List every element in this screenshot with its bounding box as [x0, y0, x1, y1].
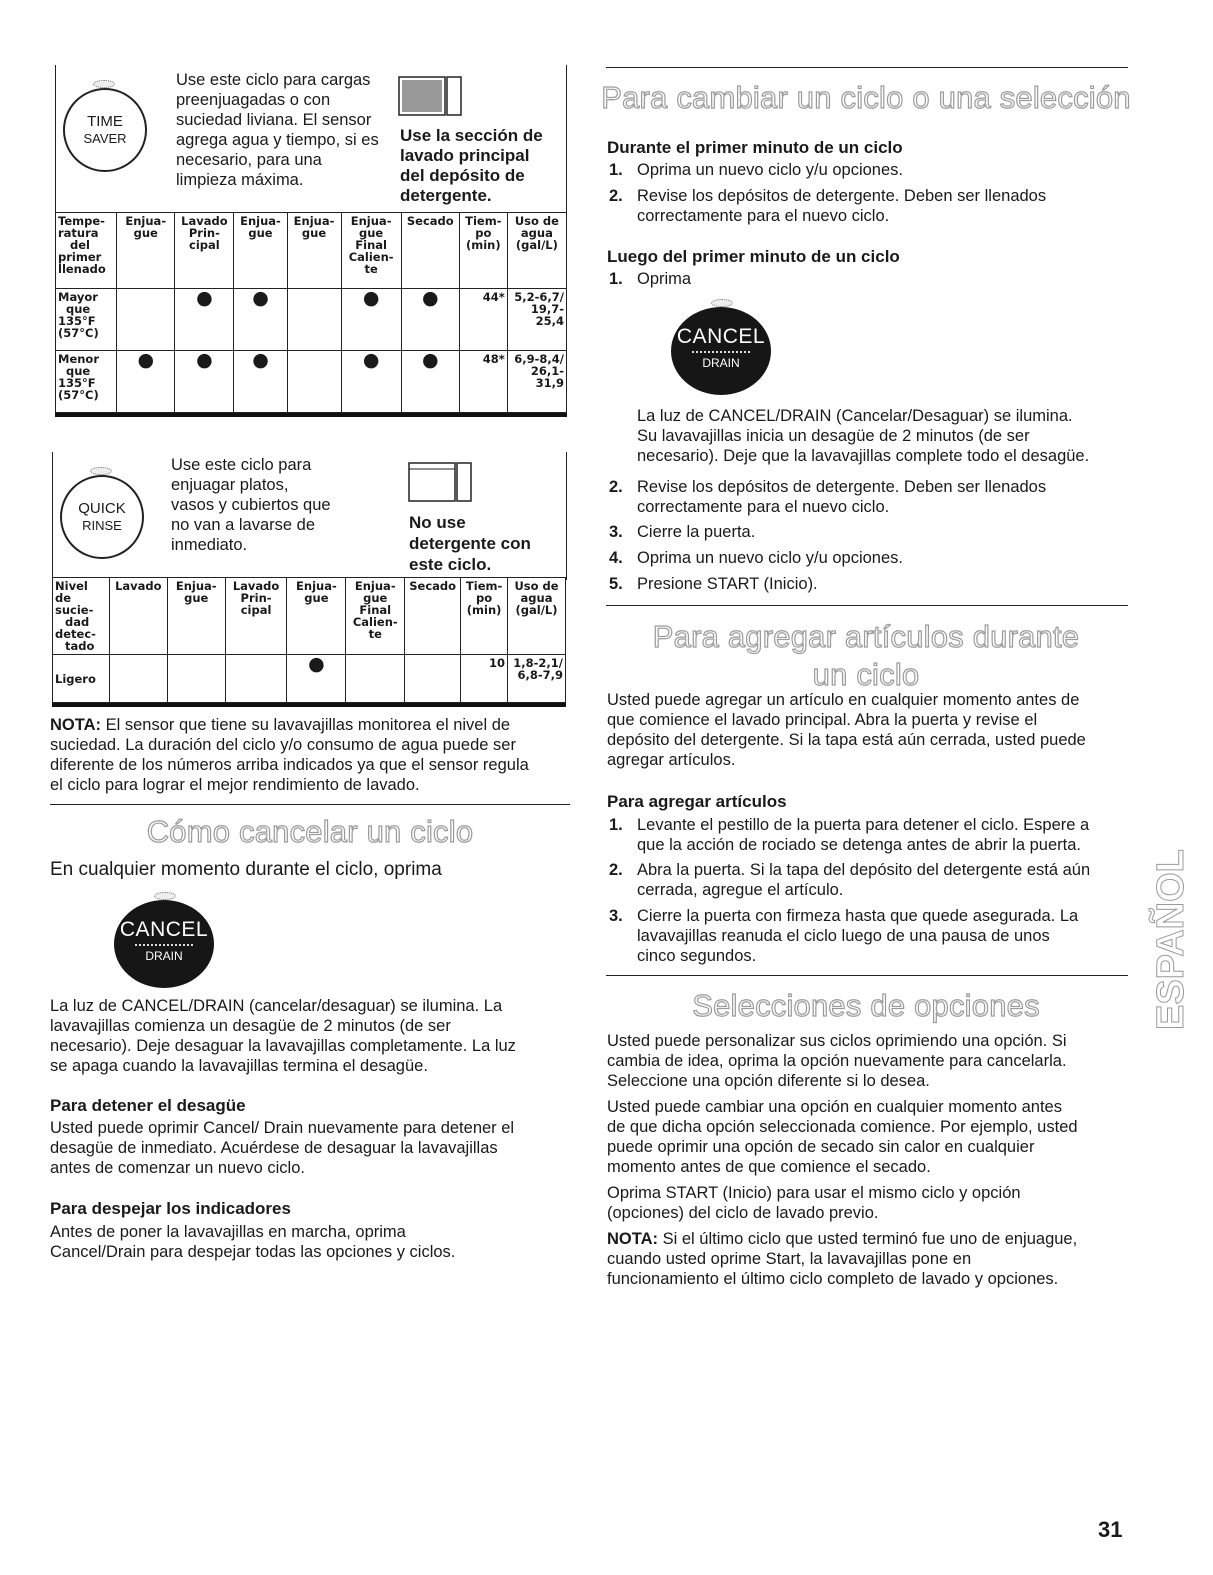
row-label: Ligero: [53, 655, 110, 703]
note-line: El sensor que tiene su lavavajillas monitorea el nivel de: [101, 716, 511, 734]
cycle-step-dot: ●: [421, 287, 439, 309]
list-item: 2. Revise los depósitos de detergente. Deben ser llenados correctamente para el nuevo ciclo.: [609, 478, 1047, 516]
desc-line: no van a lavarse de: [171, 516, 316, 534]
cancel-drain-button[interactable]: [114, 900, 214, 988]
desc-line: suciedad liviana. El sensor: [176, 111, 372, 129]
first-minute-heading: Durante el primer minuto de un ciclo: [607, 138, 903, 157]
list-item: 2. Abra la puerta. Si la tapa del depósito del detergente está aún cerrada, agregue el artículo.: [609, 861, 1091, 899]
para-line: cambia de idea, oprima la opción nuevamente para cancelarla.: [607, 1052, 1067, 1070]
header-cell: Enjua- gue: [287, 578, 346, 655]
detergent-line: detergente con: [409, 534, 531, 553]
mark-cell: [225, 655, 287, 703]
para-line: Antes de poner la lavavajillas en marcha, oprima: [50, 1223, 406, 1241]
cycle-step-dot: ●: [196, 349, 213, 371]
add-items-intro: [607, 690, 1132, 770]
clear-indicators-heading: Para despejar los indicadores: [50, 1199, 291, 1218]
cancel-button-label: CANCEL: [676, 325, 766, 348]
list-item: 4. Oprima un nuevo ciclo y/u opciones.: [609, 549, 903, 567]
para-line: Su lavavajillas inicia un desagüe de 2 minutos (de ser: [637, 427, 1030, 445]
header-cell: Secado: [401, 213, 459, 289]
stop-drain-heading: Para detener el desagüe: [50, 1096, 246, 1115]
para-line: de que dicha opción seleccionada comience. Por ejemplo, usted: [607, 1118, 1078, 1136]
header-cell: Enjua- gue: [167, 578, 225, 655]
para-line: necesario). Deje desaguar la lavavajillas completamente. La luz: [50, 1037, 516, 1055]
mark-cell: [341, 351, 401, 413]
quick-rinse-description: [171, 455, 391, 555]
cancel-intro: En cualquier momento durante el ciclo, oprima: [50, 859, 442, 880]
mark-cell: [287, 351, 341, 413]
header-cell: Lavado Prin- cipal: [175, 213, 234, 289]
mark-cell: [175, 351, 234, 413]
note-line: Si el último ciclo que usted terminó fue uno de enjuague,: [658, 1230, 1078, 1248]
sensor-note: [50, 715, 570, 795]
desc-line: Use este ciclo para: [171, 456, 312, 474]
list-item: 1. Levante el pestillo de la puerta para detener el ciclo. Espere a que la acción de rociado se detenga antes de abrir la puerta.: [609, 816, 1090, 854]
header-cell: Enjua- gue Final Calien- te: [346, 578, 405, 655]
mark-cell: [287, 289, 341, 351]
time-saver-table: [55, 212, 567, 413]
options-paragraph-2: [607, 1097, 1132, 1177]
list-item: 3. Cierre la puerta con firmeza hasta que quede asegurada. La lavavajillas reanuda el ciclo luego de una pausa de unos cinco segundos.: [609, 907, 1079, 965]
after-first-minute-heading: Luego del primer minuto de un ciclo: [607, 247, 900, 266]
stop-drain-paragraph: [50, 1118, 570, 1178]
note-line: diferente de los números arriba indicados ya que el sensor regula: [50, 756, 529, 774]
list-item: 1. Oprima: [609, 270, 692, 288]
desc-line: Use este ciclo para cargas: [176, 71, 371, 89]
page-number: 31: [1098, 1517, 1123, 1542]
para-line: Usted puede personalizar sus ciclos oprimiendo una opción. Si: [607, 1032, 1067, 1050]
desc-line: vasos y cubiertos que: [171, 496, 331, 514]
desc-line: agrega agua y tiempo, si es: [176, 131, 379, 149]
cancel-drain-button[interactable]: [671, 307, 771, 395]
cancel-cycle-title: Cómo cancelar un ciclo: [146, 814, 474, 849]
para-line: Usted puede cambiar una opción en cualquier momento antes: [607, 1098, 1062, 1116]
para-line: Usted puede oprimir Cancel/ Drain nuevamente para detener el: [50, 1119, 515, 1137]
time-cell: 10: [461, 655, 508, 703]
para-line: desagüe de inmediato. Acuérdese de desaguar la lavavajillas: [50, 1139, 498, 1157]
section-rule: [606, 975, 1128, 976]
table-header-row: [53, 578, 566, 655]
detergent-dispenser-empty-icon: [408, 459, 472, 505]
cycle-step-dot: ●: [421, 349, 439, 371]
para-line: agregar artículos.: [607, 751, 736, 769]
cycle-step-dot: ●: [252, 287, 269, 309]
options-note: [607, 1229, 1132, 1289]
desc-line: limpieza máxima.: [176, 171, 304, 189]
note-label: NOTA:: [50, 716, 102, 734]
mark-cell: [401, 289, 459, 351]
quick-rinse-detergent-note: [409, 512, 531, 575]
mark-cell: [401, 351, 459, 413]
cycle-step-dot: ●: [362, 287, 380, 309]
detergent-line: detergente.: [400, 186, 492, 205]
note-line: cuando usted oprime Start, la lavavajillas pone en: [607, 1250, 972, 1268]
detergent-line: este ciclo.: [409, 555, 492, 574]
desc-line: inmediato.: [171, 536, 248, 554]
table-row: [56, 351, 567, 413]
time-saver-icon-line1: TIME: [87, 113, 123, 130]
para-line: Cancel/Drain para despejar todas las opciones y ciclos.: [50, 1243, 456, 1261]
detergent-line: Use la sección de: [400, 126, 543, 145]
cycle-step-dot: ●: [196, 287, 213, 309]
list-item: 2. Revise los depósitos de detergente. Deben ser llenados correctamente para el nuevo ciclo.: [609, 187, 1047, 225]
para-line: puede oprimir una opción de secado sin calor en cualquier: [607, 1138, 1035, 1156]
mark-cell: [346, 655, 405, 703]
quick-rinse-icon-line2: RINSE: [82, 518, 122, 533]
para-line: La luz de CANCEL/DRAIN (Cancelar/Desaguar) se ilumina.: [637, 407, 1073, 425]
options-paragraph-1: [607, 1031, 1132, 1091]
section-rule: [606, 605, 1128, 606]
top-rule: [606, 67, 1128, 68]
drain-button-label: DRAIN: [702, 356, 740, 370]
cycle-step-dot: ●: [252, 349, 269, 371]
title-line: Para agregar artículos durante: [652, 619, 1080, 654]
note-label: NOTA:: [607, 1230, 659, 1248]
row-label: Menor que 135°F (57°C): [56, 351, 117, 413]
header-cell: Enjua- gue Final Calien- te: [341, 213, 401, 289]
time-saver-icon: [63, 88, 147, 172]
header-cell: Nivel de sucie- dad detec- tado: [53, 578, 110, 655]
table-row: [56, 289, 567, 351]
header-cell: Secado: [405, 578, 461, 655]
header-cell: Enjua- gue: [287, 213, 341, 289]
mark-cell: [341, 289, 401, 351]
header-cell: Tempe- ratura del primer llenado: [56, 213, 117, 289]
language-side-tab: ESPAÑOL: [1150, 849, 1192, 1031]
mark-cell: [234, 289, 287, 351]
after-cancel-paragraph: [637, 406, 1132, 466]
list-item: 5. Presione START (Inicio).: [609, 575, 818, 593]
detergent-line: No use: [409, 513, 466, 532]
time-cell: 48*: [459, 351, 507, 413]
mark-cell: [117, 351, 175, 413]
para-line: que comience el lavado principal. Abra la puerta y revise el: [607, 711, 1038, 729]
row-label: Mayor que 135°F (57°C): [56, 289, 117, 351]
time-saver-icon-line2: SAVER: [83, 131, 127, 146]
cancel-button-label: CANCEL: [119, 918, 209, 941]
quick-rinse-icon: [60, 475, 144, 559]
section-rule: [50, 804, 570, 805]
cycle-step-dot: ●: [137, 349, 155, 371]
water-cell: 1,8-2,1/ 6,8-7,9: [508, 655, 566, 703]
list-item: 1. Oprima un nuevo ciclo y/u opciones.: [609, 161, 903, 179]
water-cell: 5,2-6,7/ 19,7-25,4: [507, 289, 566, 351]
para-line: necesario). Deje que la lavavajillas complete todo el desagüe.: [637, 447, 1090, 465]
header-cell: Lavado Prin- cipal: [225, 578, 287, 655]
header-cell: Tiem- po (min): [461, 578, 508, 655]
quick-rinse-table: [52, 577, 566, 703]
note-line: suciedad. La duración del ciclo y/o consumo de agua puede ser: [50, 736, 516, 754]
header-cell: Lavado: [109, 578, 167, 655]
para-line: se apaga cuando la lavavajillas termina el desagüe.: [50, 1057, 428, 1075]
para-line: antes de comenzar un nuevo ciclo.: [50, 1159, 305, 1177]
water-cell: 6,9-8,4/ 26,1-31,9: [507, 351, 566, 413]
note-line: el ciclo para lograr el mejor rendimiento de lavado.: [50, 776, 420, 794]
para-line: Usted puede agregar un artículo en cualquier momento antes de: [607, 691, 1080, 709]
header-cell: Enjua- gue: [234, 213, 287, 289]
cancel-paragraph: [50, 996, 570, 1076]
header-cell: Enjua- gue: [117, 213, 175, 289]
time-saver-description: [176, 70, 396, 190]
desc-line: preenjuagadas o con: [176, 91, 331, 109]
header-cell: Uso de agua (gal/L): [507, 213, 566, 289]
time-saver-detergent-note: [400, 126, 543, 206]
detergent-line: lavado principal: [400, 146, 530, 165]
mark-cell: [405, 655, 461, 703]
table-header-row: [56, 213, 567, 289]
detergent-dispenser-icon: [398, 74, 462, 118]
para-line: momento antes de que comience el secado.: [607, 1158, 931, 1176]
para-line: lavavajillas comienza un desagüe de 2 minutos (de ser: [50, 1017, 451, 1035]
clear-indicators-paragraph: [50, 1222, 570, 1262]
desc-line: enjuagar platos,: [171, 476, 289, 494]
note-line: funcionamiento el último ciclo completo de lavado y opciones.: [607, 1270, 1059, 1288]
list-item: 3. Cierre la puerta.: [609, 523, 756, 541]
para-line: Oprima START (Inicio) para usar el mismo ciclo y opción: [607, 1184, 1021, 1202]
time-cell: 44*: [459, 289, 507, 351]
table-row: [53, 655, 566, 703]
add-items-heading: Para agregar artículos: [607, 792, 787, 811]
mark-cell: [117, 289, 175, 351]
desc-line: necesario, para una: [176, 151, 322, 169]
header-cell: Uso de agua (gal/L): [508, 578, 566, 655]
para-line: depósito del detergente. Si la tapa está aún cerrada, usted puede: [607, 731, 1086, 749]
detergent-line: del depósito de: [400, 166, 525, 185]
quick-rinse-bottom-rule: [52, 703, 566, 707]
drain-button-label: DRAIN: [145, 949, 183, 963]
options-paragraph-3: [607, 1183, 1132, 1223]
cycle-step-dot: ●: [362, 349, 380, 371]
options-title: Selecciones de opciones: [692, 988, 1040, 1023]
mark-cell: [234, 351, 287, 413]
para-line: La luz de CANCEL/DRAIN (cancelar/desaguar) se ilumina. La: [50, 997, 503, 1015]
add-items-title: [600, 618, 1132, 694]
mark-cell: [287, 655, 346, 703]
mark-cell: [167, 655, 225, 703]
para-line: (opciones) del ciclo de lavado previo.: [607, 1204, 879, 1222]
title-line: un ciclo: [812, 657, 920, 692]
change-cycle-title: Para cambiar un ciclo o una selección: [601, 80, 1131, 115]
para-line: Seleccione una opción diferente si lo desea.: [607, 1072, 930, 1090]
mark-cell: [109, 655, 167, 703]
mark-cell: [175, 289, 234, 351]
header-cell: Tiem- po (min): [459, 213, 507, 289]
time-saver-bottom-rule: [55, 413, 567, 417]
quick-rinse-icon-line1: QUICK: [78, 500, 126, 517]
cycle-step-dot: ●: [308, 653, 325, 675]
